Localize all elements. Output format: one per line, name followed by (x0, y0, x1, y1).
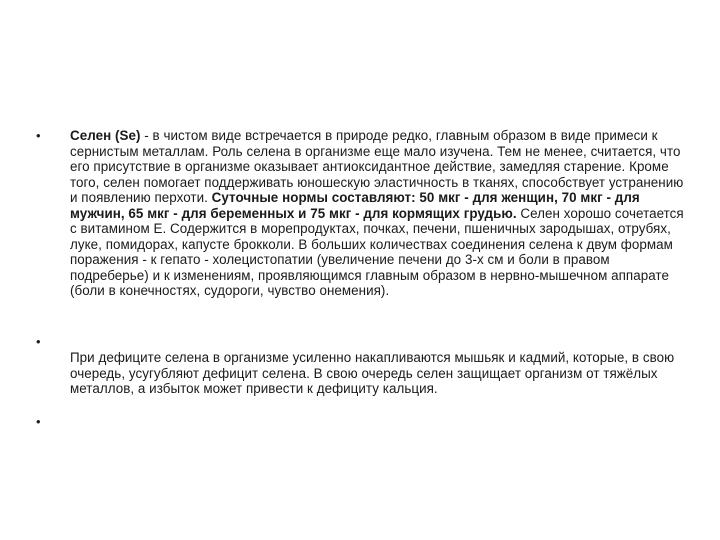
deficiency-paragraph: При дефиците селена в организме усиленно накапливаются мышьяк и кадмий, которые, в свою очередь, усугубляют дефицит селена. В свою очередь селен защищает организм от тяжёлых металлов, а избыток может привести к дефициту кальция. (70, 350, 675, 396)
bullet-marker: • (36, 414, 41, 429)
selenium-sources-effects: Селен хорошо сочетается с витамином Е. Содержится в морепродуктах, почках, печени, пшеничных зародышах, отрубях, луке, помидорах, капусте брокколи. В больших количествах соединения селена к двум формам поражения - к гепато - холецистопатии (увеличение печени до 3-х см и боли в правом подреберье) и к изменениям, проявляющимся главным образом в нервно-мышечном аппарате (боли в конечностях, судороги, чувство онемения). (70, 205, 684, 298)
daily-norms: Суточные нормы составляют: 50 мкг - для женщин, 70 мкг - для мужчин, 65 мкг - для беременных и 75 мкг - для кормящих грудью. (70, 190, 640, 221)
bullet-marker: • (36, 334, 41, 349)
selenium-term: Селен (Se) (70, 128, 141, 143)
selenium-description: - в чистом виде встречается в природе редко, главным образом в виде примеси к сернистым металлам. Роль селена в организме еще мало изучена. Тем не менее, считается, что его присутствие в организме оказывает антиоксидантное действие, замедляя старение. Кроме того, селен помогает поддерживать юношескую эластичность в тканях, способствует устранению и появлению перхоти. (70, 128, 684, 205)
bullet-marker: • (36, 128, 41, 143)
selenium-paragraph (70, 128, 686, 299)
